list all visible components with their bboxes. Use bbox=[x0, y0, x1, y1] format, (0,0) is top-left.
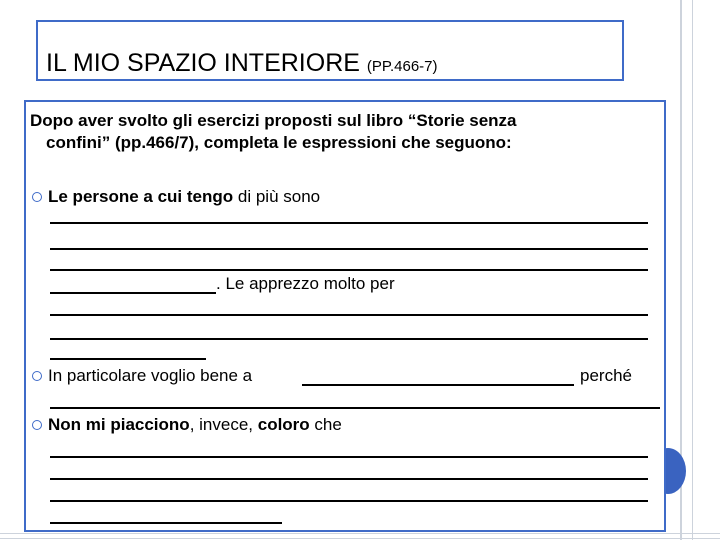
slide-decoration-line bbox=[0, 533, 720, 534]
answer-line[interactable] bbox=[50, 314, 648, 316]
title-box bbox=[36, 20, 624, 81]
answer-line[interactable] bbox=[50, 358, 206, 360]
item-3-text-1: , invece, bbox=[189, 415, 258, 434]
item-3-text-2: che bbox=[309, 415, 342, 434]
answer-line[interactable] bbox=[50, 292, 216, 294]
answer-line[interactable] bbox=[50, 407, 660, 409]
item-3-prompt bbox=[48, 415, 342, 435]
item-1-bold: Le persone a cui tengo bbox=[48, 187, 234, 206]
item-1-text: di più sono bbox=[233, 187, 321, 206]
instructions bbox=[30, 110, 660, 154]
slide-decoration-line bbox=[692, 0, 693, 540]
item-2-prompt: In particolare voglio bene a bbox=[48, 366, 253, 385]
item-2-continuation: perché bbox=[580, 366, 632, 385]
slide-decoration-line bbox=[0, 538, 720, 539]
item-1-continuation: . Le apprezzo molto per bbox=[216, 274, 395, 293]
item-1-prompt bbox=[48, 187, 320, 207]
instructions-line-1: Dopo aver svolto gli esercizi proposti sul libro “Storie senza bbox=[30, 111, 517, 130]
answer-line[interactable] bbox=[50, 222, 648, 224]
page-title bbox=[46, 49, 438, 81]
bullet-icon bbox=[32, 420, 42, 430]
answer-line[interactable] bbox=[50, 269, 648, 271]
item-3-bold-1: Non mi piacciono bbox=[48, 415, 190, 434]
answer-line[interactable] bbox=[50, 456, 648, 458]
item-3-bold-2: coloro bbox=[257, 415, 310, 434]
bullet-icon bbox=[32, 192, 42, 202]
title-main: IL MIO SPAZIO INTERIORE bbox=[46, 49, 360, 77]
content-box bbox=[24, 100, 666, 532]
answer-line[interactable] bbox=[50, 500, 648, 502]
title-pages: (PP.466-7) bbox=[366, 58, 438, 75]
answer-line[interactable] bbox=[50, 338, 648, 340]
answer-line[interactable] bbox=[50, 522, 282, 524]
instructions-line-2: confini” (pp.466/7), completa le espressioni che seguono: bbox=[46, 133, 512, 152]
answer-line[interactable] bbox=[302, 384, 574, 386]
bullet-icon bbox=[32, 371, 42, 381]
answer-line[interactable] bbox=[50, 478, 648, 480]
answer-line[interactable] bbox=[50, 248, 648, 250]
